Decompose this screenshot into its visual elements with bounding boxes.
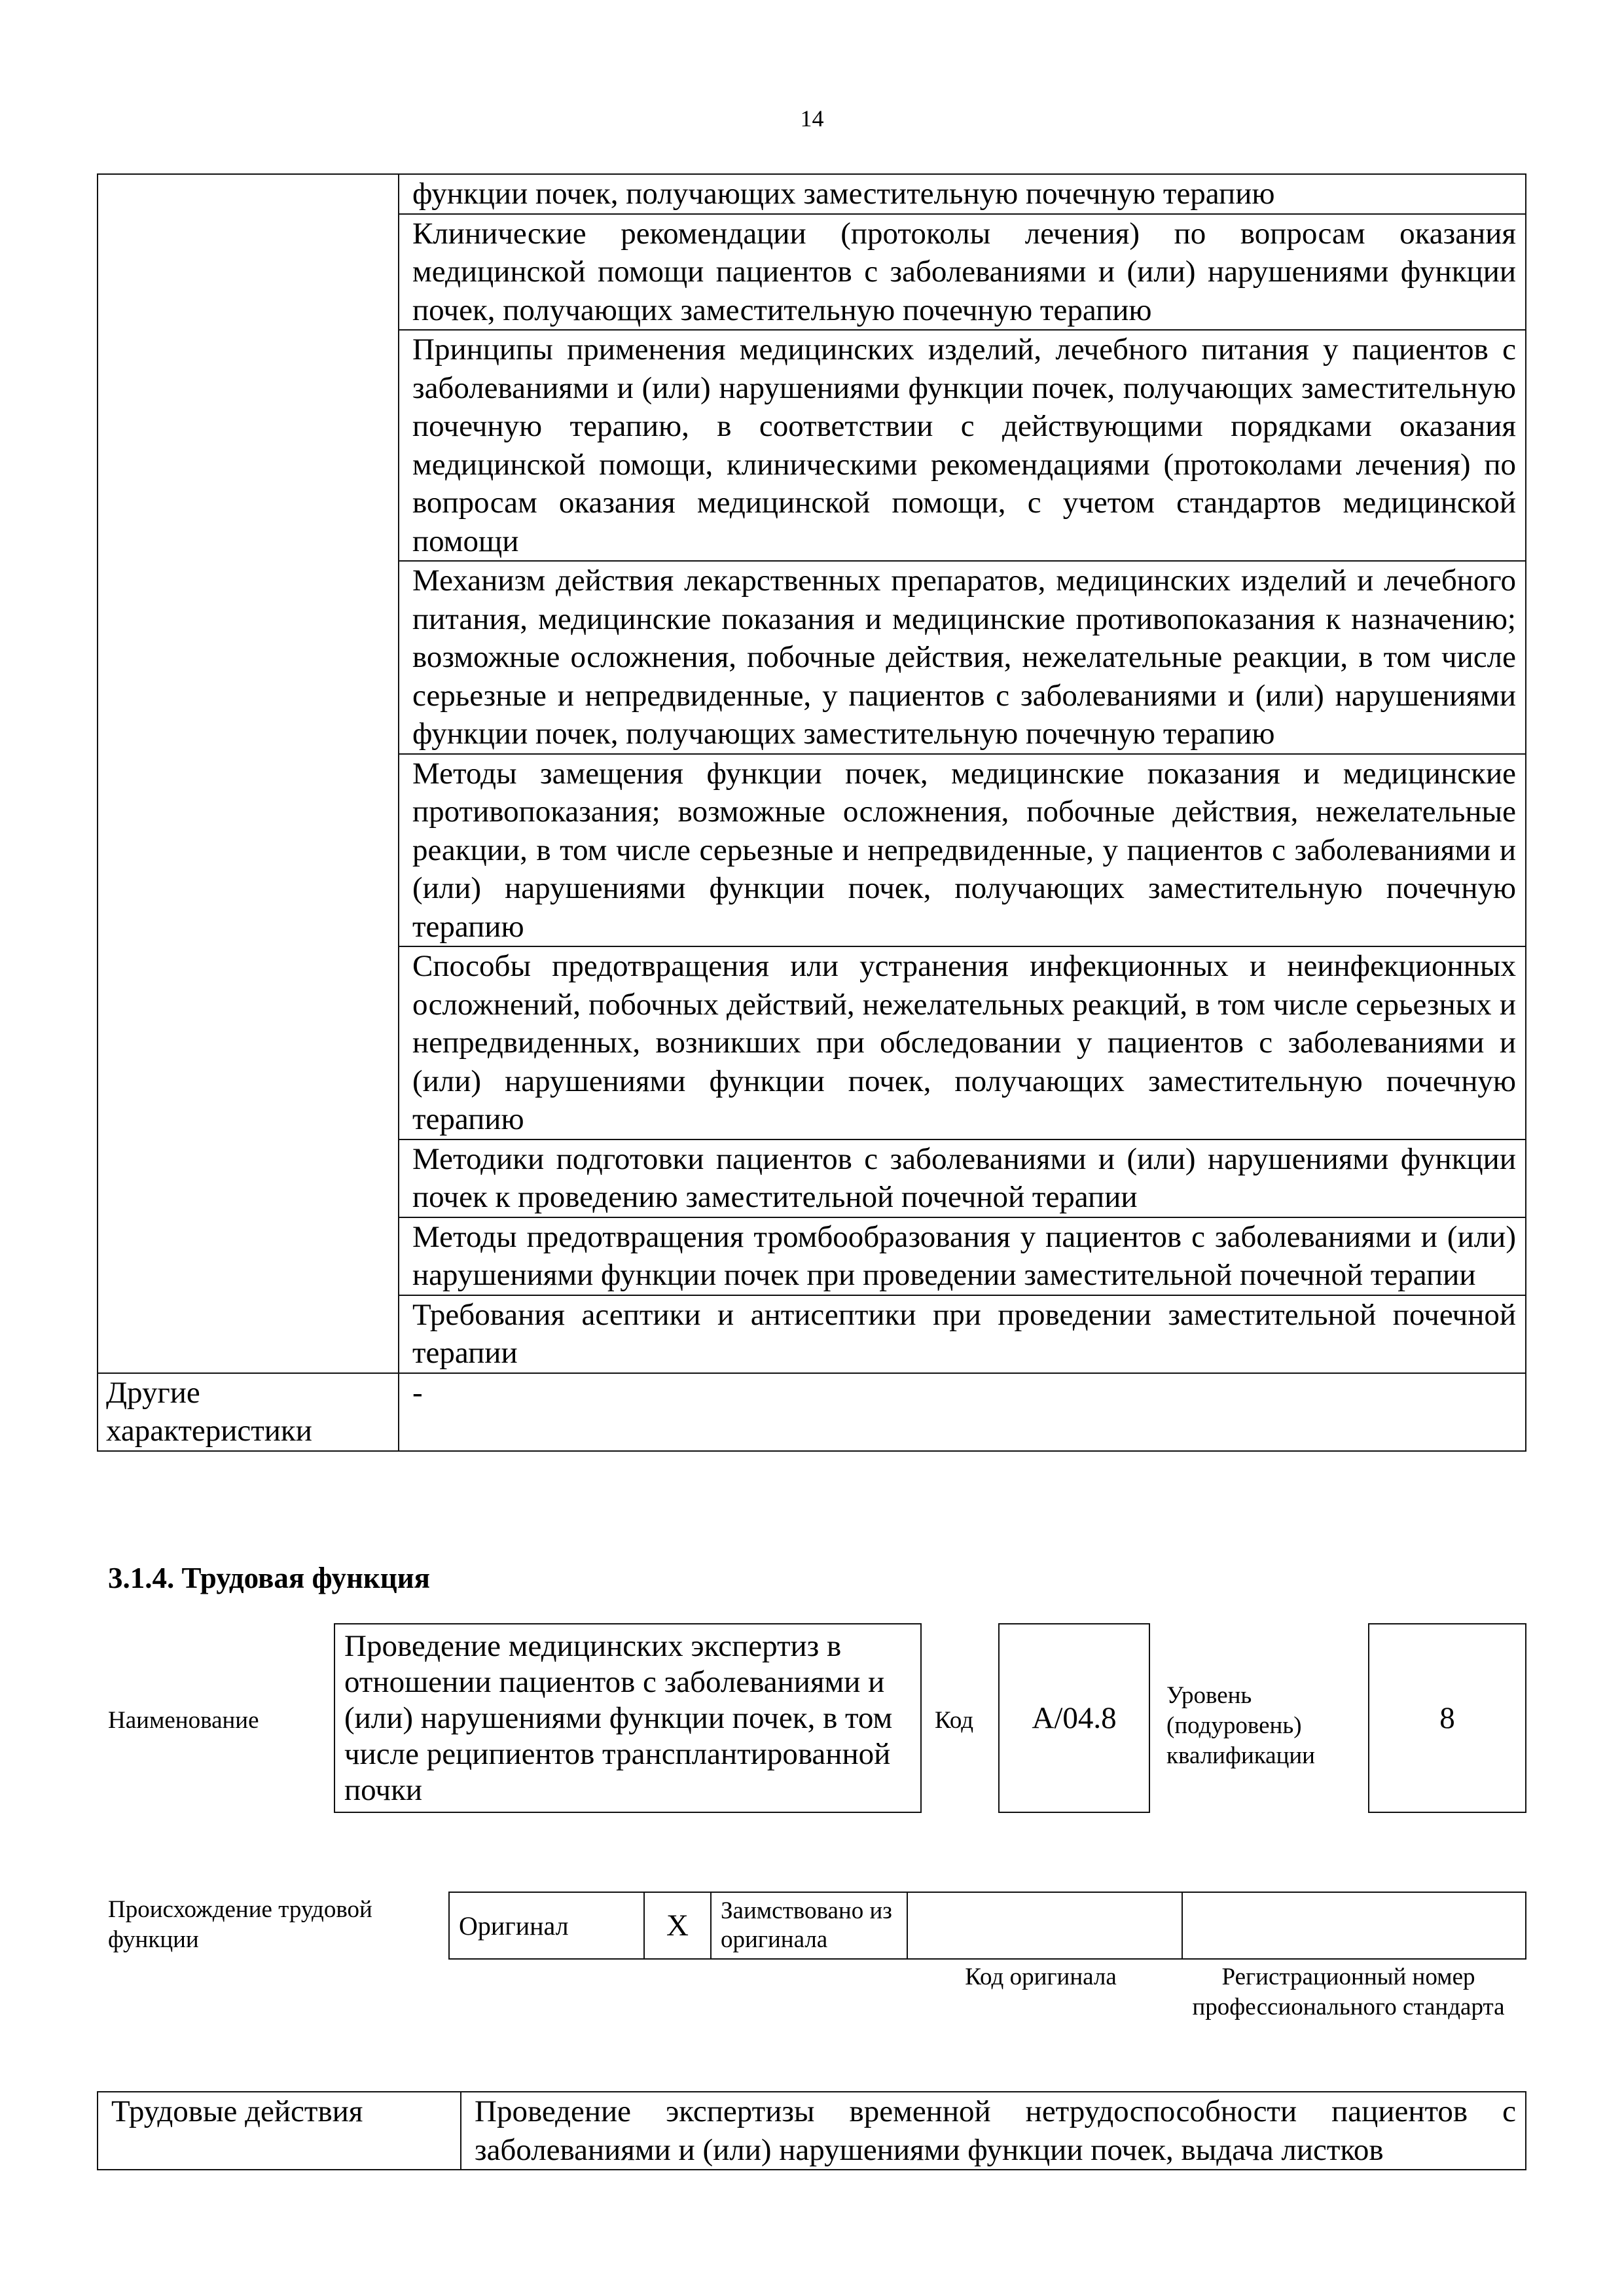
knowledge-table [97,173,1526,1452]
origin-original-cell: Оригинал [449,1892,644,1959]
knowledge-item: Требования асептики и антисептики при проведении заместительной почечной терапии [399,1295,1526,1373]
knowledge-item: Механизм действия лекарственных препаратов, медицинских изделий и лечебного питания, медицинские показания и медицинские противопоказания к назначению; возможные осложнения, побочные действия, нежелательные реакции, в том числе серьезные и непредвиденные, у пациентов с заболеваниями и (или) нарушениями функции почек, получающих заместительную почечную терапию [399,561,1526,754]
other-characteristics-value: - [399,1373,1526,1451]
knowledge-item: Методы предотвращения тромбообразования у пациентов с заболеваниями и (или) нарушениями функции почек при проведении заместительной почечной терапии [399,1217,1526,1295]
knowledge-item: функции почек, получающих заместительную почечную терапию [399,174,1526,214]
knowledge-row [98,174,1526,214]
name-label: Наименование [108,1707,259,1734]
other-characteristics-row [98,1373,1526,1451]
code-label: Код [935,1707,974,1734]
knowledge-left-cell [98,174,399,1373]
labor-actions-item: Проведение экспертизы временной нетрудоспособности пациентов с заболеваниями и (или) нарушениями функции почек, выдача листков [461,2092,1526,2170]
reg-number-label: Регистрационный номер профессионального стандарта [1192,1964,1505,2020]
level-value-box: 8 [1368,1623,1526,1813]
labor-actions-row [98,2092,1526,2170]
knowledge-item: Способы предотвращения или устранения инфекционных и неинфекционных осложнений, побочных действий, нежелательных реакций, в том числе серьезных и непредвиденных, возникших при обследовании у пациентов с заболеваниями и (или) нарушениями функции почек, получающих заместительную почечную терапию [399,946,1526,1139]
labor-actions-label: Трудовые действия [98,2092,461,2170]
knowledge-item: Методики подготовки пациентов с заболеваниями и (или) нарушениями функции почек к проведению заместительной почечной терапии [399,1139,1526,1217]
other-characteristics-label: Другие характеристики [98,1373,399,1451]
origin-label: Происхождение трудовой функции [108,1896,372,1953]
origin-reg-number-cell [1182,1892,1526,1959]
origin-code-cell [907,1892,1182,1959]
level-label: Уровень (подуровень) квалификации [1166,1682,1315,1769]
origin-table [448,1892,1526,1960]
knowledge-item: Клинические рекомендации (протоколы лечения) по вопросам оказания медицинской помощи пациентов с заболеваниями и (или) нарушениями функции почек, получающих заместительную почечную терапию [399,214,1526,331]
page-number: 14 [800,105,824,132]
labor-actions-table [97,2091,1526,2170]
knowledge-item: Принципы применения медицинских изделий, лечебного питания у пациентов с заболеваниями и (или) нарушениями функции почек, получающих заместительную почечную терапию, в соответствии с действующими порядками оказания медицинской помощи, клиническими рекомендациями (протоколами лечения) по вопросам оказания медицинской помощи, с учетом стандартов медицинской помощи [399,330,1526,561]
origin-mark-cell: X [644,1892,711,1959]
section-heading: 3.1.4. Трудовая функция [108,1562,431,1594]
function-name-box: Проведение медицинских экспертиз в отношении пациентов с заболеваниями и (или) нарушениями функции почек, в том числе реципиентов трансплантированной почки [334,1623,922,1813]
knowledge-item: Методы замещения функции почек, медицинские показания и медицинские противопоказания; возможные осложнения, побочные действия, нежелательные реакции, в том числе серьезные и непредвиденные, у пациентов с заболеваниями и (или) нарушениями функции почек, получающих заместительную почечную терапию [399,754,1526,947]
code-original-label: Код оригинала [965,1964,1117,1990]
code-value-box: A/04.8 [998,1623,1150,1813]
origin-borrowed-cell: Заимствовано из оригинала [711,1892,907,1959]
